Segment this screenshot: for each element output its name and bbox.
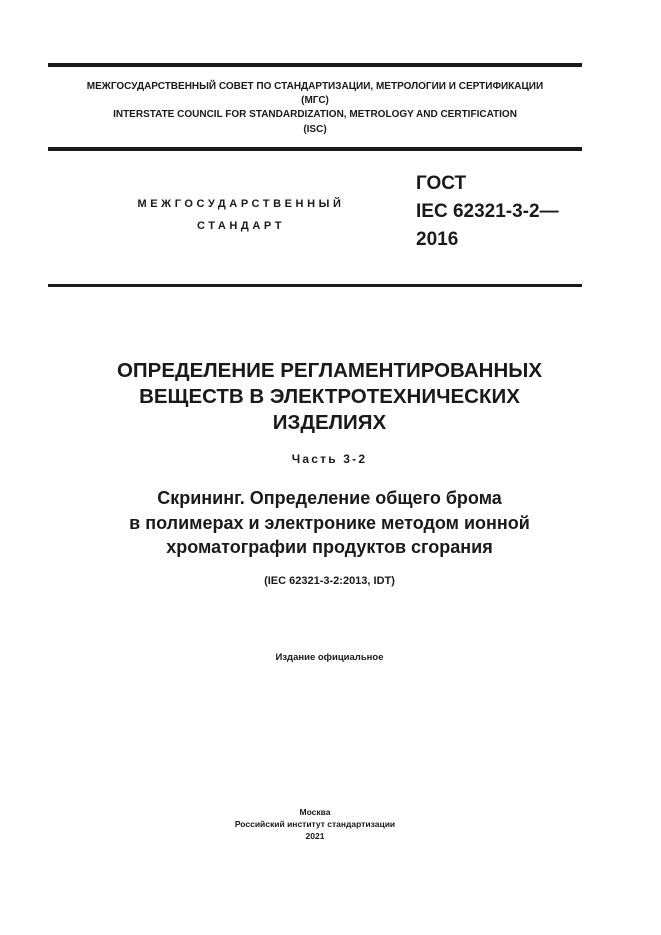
council-name-en: INTERSTATE COUNCIL FOR STANDARDIZATION, METROLOGY AND CERTIFICATION bbox=[113, 109, 517, 121]
part-label: Часть 3-2 bbox=[291, 452, 368, 466]
iec-reference: (IEC 62321-3-2:2013, IDT) bbox=[264, 575, 395, 587]
standard-type-label bbox=[96, 193, 386, 237]
designation-bottom-rule bbox=[48, 284, 582, 287]
council-abbr-en: (ISC) bbox=[303, 123, 327, 135]
title-line2: ВЕЩЕСТВ В ЭЛЕКТРОТЕХНИЧЕСКИХ bbox=[139, 385, 520, 408]
header-bottom-rule bbox=[48, 147, 582, 151]
subtitle-line3: хроматографии продуктов сгорания bbox=[166, 537, 493, 557]
imprint-city: Москва bbox=[299, 807, 331, 817]
title-line1: ОПРЕДЕЛЕНИЕ РЕГЛАМЕНТИРОВАННЫХ bbox=[116, 359, 542, 382]
subtitle-line2: в полимерах и электронике методом ионной bbox=[129, 512, 530, 533]
council-name-ru: МЕЖГОСУДАРСТВЕННЫЙ СОВЕТ ПО СТАНДАРТИЗАЦИИ, МЕТРОЛОГИИ И СЕРТИФИКАЦИИ bbox=[86, 81, 544, 92]
gost-code-line2: IEC 62321-3-2— bbox=[416, 201, 559, 222]
imprint-year: 2021 bbox=[305, 831, 325, 841]
gost-code-year: 2016 bbox=[416, 229, 459, 250]
standard-designation bbox=[416, 170, 559, 254]
top-rule bbox=[48, 63, 582, 67]
gost-code-line1: ГОСТ bbox=[416, 173, 467, 194]
council-abbr-ru: (МГС) bbox=[301, 95, 329, 107]
page-title bbox=[48, 358, 611, 436]
part-subtitle bbox=[48, 486, 611, 560]
edition-note: Издание официальное bbox=[275, 652, 384, 663]
imprint-publisher: Российский институт стандартизации bbox=[234, 819, 396, 829]
subtitle-line1: Скрининг. Определение общего брома bbox=[157, 488, 502, 508]
imprint bbox=[48, 806, 582, 842]
council-header bbox=[48, 80, 582, 137]
standard-label-line1: МЕЖГОСУДАРСТВЕННЫЙ bbox=[137, 198, 345, 210]
title-line3: ИЗДЕЛИЯХ bbox=[272, 411, 387, 434]
standard-label-line2: СТАНДАРТ bbox=[196, 220, 286, 232]
